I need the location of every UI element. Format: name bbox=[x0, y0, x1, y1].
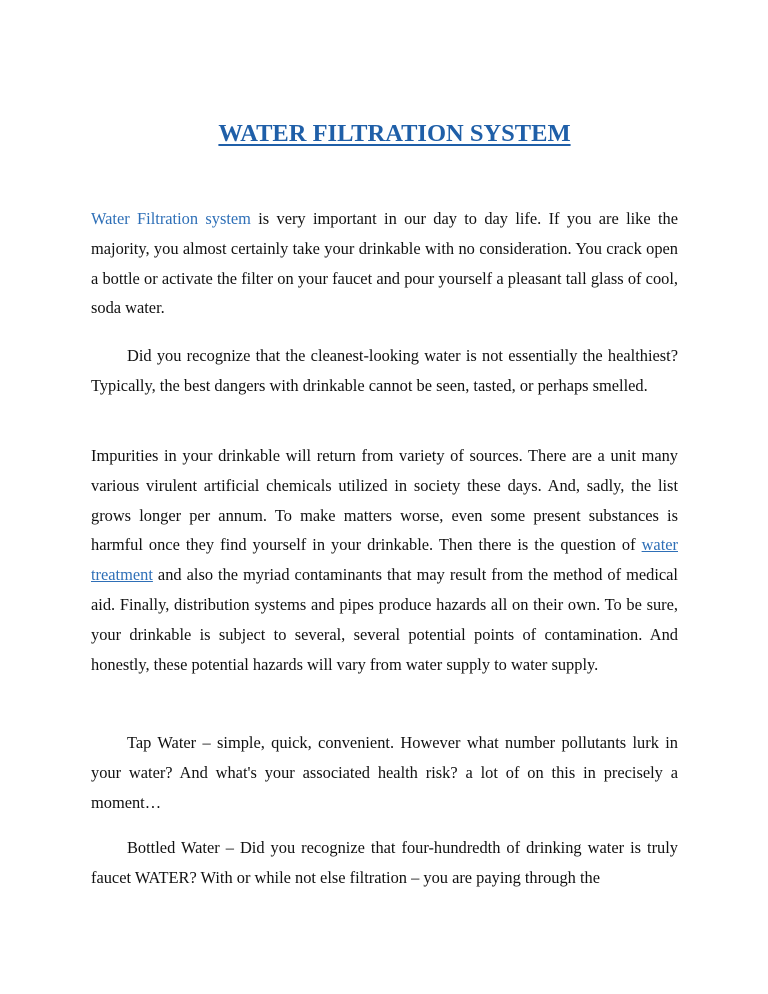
paragraph-impurities bbox=[91, 441, 678, 679]
paragraph-bottled-water: Bottled Water – Did you recognize that four-hundredth of drinking water is truly faucet WATER? With or while not else filtration – you are paying through the bbox=[91, 838, 678, 887]
paragraph-impurities-text-after: and also the myriad contaminants that may result from the method of medical aid. Finally, distribution systems and pipes produce hazards all on their own. To be sure, your drinkable is subject to several, several potential points of contamination. And honestly, these potential hazards will vary from water supply to water supply. bbox=[91, 565, 678, 674]
paragraph-cleanest-water: Did you recognize that the cleanest-looking water is not essentially the healthiest? Typically, the best dangers with drinkable cannot be seen, tasted, or perhaps smelled. bbox=[91, 346, 678, 395]
paragraph-intro bbox=[91, 204, 678, 323]
water-treatment-link[interactable]: water treatment bbox=[91, 535, 678, 585]
paragraph-intro-text: is very important in our day to day life. If you are like the majority, you almost certainly take your drinkable with no consideration. You crack open a bottle or activate the filter on your faucet and pour yourself a pleasant tall glass of cool, soda water. bbox=[91, 209, 678, 318]
document-title bbox=[91, 119, 678, 148]
document-title-text: WATER FILTRATION SYSTEM bbox=[218, 120, 571, 147]
paragraph-tap-water: Tap Water – simple, quick, convenient. However what number pollutants lurk in your water? And what's your associated health risk? a lot of on this in precisely a moment… bbox=[91, 733, 678, 812]
water-filtration-link[interactable]: Water Filtration system bbox=[91, 209, 251, 228]
paragraph-impurities-text-before: Impurities in your drinkable will return from variety of sources. There are a unit many various virulent artificial chemicals utilized in society these days. And, sadly, the list grows longer per annum. To make matters worse, even some present substances is harmful once they find yourself in your drinkable. Then there is the question of bbox=[91, 446, 678, 555]
